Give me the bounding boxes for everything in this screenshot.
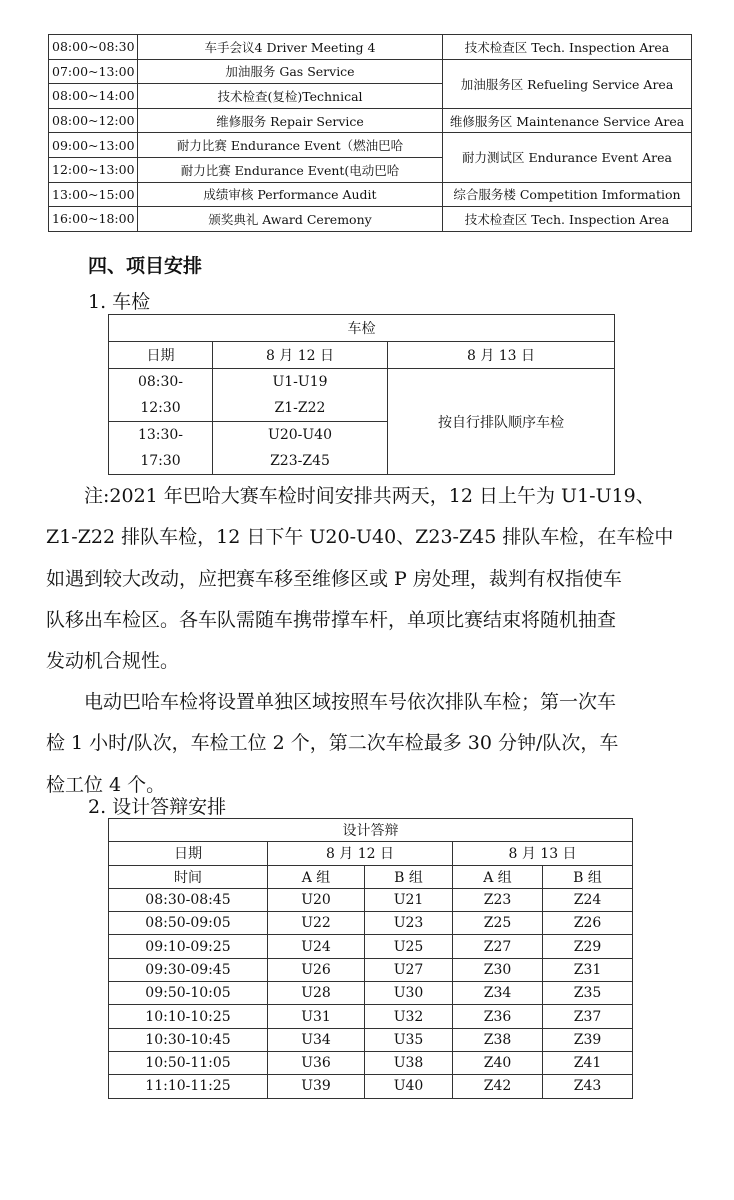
inspection-group-z: Z23-Z45 [270, 453, 330, 469]
inspection-group-z: Z1-Z22 [274, 400, 326, 416]
day2-group-a: Z23 [453, 888, 543, 911]
schedule-time: 09:00~13:00 [49, 133, 138, 158]
schedule-time: 07:00~13:00 [49, 59, 138, 84]
table-row [109, 1005, 633, 1028]
day1-group-a: U28 [268, 982, 365, 1005]
defense-col-date: 日期 [109, 842, 268, 865]
day1-group-a: U34 [268, 1028, 365, 1051]
inspection-col-date: 日期 [109, 342, 213, 369]
table-row [109, 842, 633, 865]
inspection-time-end: 17:30 [140, 453, 181, 469]
day1-group-a: U22 [268, 912, 365, 935]
schedule-area: 技术检查区 Tech. Inspection Area [443, 207, 692, 232]
inspection-table [108, 314, 615, 475]
table-row [49, 182, 692, 207]
note-line: Z1-Z22 排队车检，12 日下午 U20-U40、Z23-Z45 排队车检，在车检中 [46, 526, 674, 549]
inspection-time-start: 08:30- [137, 374, 184, 390]
electric-line: 电动巴哈车检将设置单独区域按照车号依次排队车检；第一次车 [84, 691, 617, 713]
schedule-event: 技术检查(复检)Technical [138, 84, 443, 109]
table-row [109, 1051, 633, 1074]
day1-group-a: U31 [268, 1005, 365, 1028]
inspection-group-u: U1-U19 [272, 374, 328, 390]
schedule-area: 维修服务区 Maintenance Service Area [443, 108, 692, 133]
electric-line: 检工位 4 个。 [46, 773, 166, 796]
inspection-group-u: U20-U40 [268, 427, 332, 443]
day2-group-b: Z37 [543, 1005, 633, 1028]
inspection-group-cell [213, 422, 388, 475]
defense-col-a: A 组 [453, 865, 543, 888]
inspection-subheading: 1. 车检 [88, 291, 151, 313]
inspection-time-cell [109, 369, 213, 422]
defense-time: 10:50-11:05 [109, 1051, 268, 1074]
defense-time: 11:10-11:25 [109, 1075, 268, 1098]
day1-group-b: U35 [365, 1028, 453, 1051]
table-row [109, 315, 615, 342]
defense-time: 09:50-10:05 [109, 982, 268, 1005]
defense-col-b: B 组 [543, 865, 633, 888]
schedule-event: 颁奖典礼 Award Ceremony [138, 207, 443, 232]
day2-group-b: Z35 [543, 982, 633, 1005]
day1-group-a: U26 [268, 958, 365, 981]
schedule-time: 08:00~08:30 [49, 35, 138, 60]
day1-group-b: U25 [365, 935, 453, 958]
day2-group-b: Z43 [543, 1075, 633, 1098]
day2-group-a: Z30 [453, 958, 543, 981]
table-row [109, 982, 633, 1005]
note-line: 队移出车检区。各车队需随车携带撑车杆，单项比赛结束将随机抽查 [46, 608, 617, 631]
day1-group-b: U40 [365, 1075, 453, 1098]
day2-group-b: Z39 [543, 1028, 633, 1051]
day1-group-b: U32 [365, 1005, 453, 1028]
inspection-col-day1: 8 月 12 日 [213, 342, 388, 369]
schedule-event: 耐力比赛 Endurance Event(电动巴哈 [138, 157, 443, 182]
day2-group-a: Z42 [453, 1075, 543, 1098]
day2-group-a: Z27 [453, 935, 543, 958]
table-row [109, 1028, 633, 1051]
day1-group-b: U27 [365, 958, 453, 981]
table-row [49, 108, 692, 133]
day2-group-a: Z25 [453, 912, 543, 935]
table-row [109, 342, 615, 369]
day2-group-a: Z34 [453, 982, 543, 1005]
inspection-table-title: 车检 [109, 315, 615, 342]
inspection-col-day2: 8 月 13 日 [388, 342, 615, 369]
table-row [109, 865, 633, 888]
inspection-time-start: 13:30- [137, 427, 184, 443]
day1-group-a: U39 [268, 1075, 365, 1098]
table-row [109, 888, 633, 911]
day2-group-b: Z41 [543, 1051, 633, 1074]
defense-col-b: B 组 [365, 865, 453, 888]
defense-time: 09:30-09:45 [109, 958, 268, 981]
day2-group-b: Z26 [543, 912, 633, 935]
schedule-area: 技术检查区 Tech. Inspection Area [443, 35, 692, 60]
day1-group-a: U20 [268, 888, 365, 911]
day2-group-a: Z38 [453, 1028, 543, 1051]
table-row [49, 35, 692, 60]
defense-time: 08:30-08:45 [109, 888, 268, 911]
table-row [49, 133, 692, 158]
day2-group-a: Z36 [453, 1005, 543, 1028]
day2-group-b: Z24 [543, 888, 633, 911]
schedule-event: 成绩审核 Performance Audit [138, 182, 443, 207]
electric-paragraph [46, 682, 656, 806]
schedule-time: 08:00~12:00 [49, 108, 138, 133]
day2-group-b: Z29 [543, 935, 633, 958]
schedule-time: 16:00~18:00 [49, 207, 138, 232]
inspection-time-end: 12:30 [140, 400, 181, 416]
table-row [109, 935, 633, 958]
defense-subheading: 2. 设计答辩安排 [88, 796, 227, 818]
day1-group-a: U24 [268, 935, 365, 958]
schedule-event: 加油服务 Gas Service [138, 59, 443, 84]
inspection-group-cell [213, 369, 388, 422]
schedule-area: 综合服务楼 Competition Imformation [443, 182, 692, 207]
day1-group-a: U36 [268, 1051, 365, 1074]
day2-group-b: Z31 [543, 958, 633, 981]
schedule-area: 耐力测试区 Endurance Event Area [443, 133, 692, 182]
electric-line: 检 1 小时/队次，车检工位 2 个，第二次车检最多 30 分钟/队次，车 [46, 732, 619, 755]
table-row [109, 958, 633, 981]
table-row [109, 369, 615, 422]
section-heading: 四、项目安排 [88, 255, 203, 277]
defense-col-day2: 8 月 13 日 [453, 842, 633, 865]
defense-col-a: A 组 [268, 865, 365, 888]
defense-time: 10:30-10:45 [109, 1028, 268, 1051]
table-row [109, 912, 633, 935]
table-row [109, 819, 633, 842]
defense-time: 08:50-09:05 [109, 912, 268, 935]
table-row [109, 1075, 633, 1098]
defense-col-day1: 8 月 12 日 [268, 842, 453, 865]
defense-time: 09:10-09:25 [109, 935, 268, 958]
defense-time: 10:10-10:25 [109, 1005, 268, 1028]
schedule-time: 13:00~15:00 [49, 182, 138, 207]
table-row [49, 207, 692, 232]
schedule-area: 加油服务区 Refueling Service Area [443, 59, 692, 108]
schedule-event: 车手会议4 Driver Meeting 4 [138, 35, 443, 60]
defense-table-title: 设计答辩 [109, 819, 633, 842]
note-line: 如遇到较大改动，应把赛车移至维修区或 P 房处理，裁判有权指使车 [46, 567, 622, 590]
inspection-time-cell [109, 422, 213, 475]
schedule-time: 12:00~13:00 [49, 157, 138, 182]
schedule-table [48, 34, 692, 232]
defense-table [108, 818, 633, 1099]
day1-group-b: U30 [365, 982, 453, 1005]
defense-rows [109, 888, 633, 1098]
day1-group-b: U23 [365, 912, 453, 935]
note-line: 发动机合规性。 [46, 650, 180, 673]
schedule-time: 08:00~14:00 [49, 84, 138, 109]
day1-group-b: U21 [365, 888, 453, 911]
day1-group-b: U38 [365, 1051, 453, 1074]
defense-col-time: 时间 [109, 865, 268, 888]
schedule-event: 维修服务 Repair Service [138, 108, 443, 133]
note-paragraph [46, 476, 674, 682]
schedule-event: 耐力比赛 Endurance Event（燃油巴哈 [138, 133, 443, 158]
day2-group-a: Z40 [453, 1051, 543, 1074]
table-row [49, 59, 692, 84]
inspection-day2-cell: 按自行排队顺序车检 [388, 369, 615, 475]
note-line: 注:2021 年巴哈大赛车检时间安排共两天，12 日上午为 U1-U19、 [84, 485, 655, 507]
